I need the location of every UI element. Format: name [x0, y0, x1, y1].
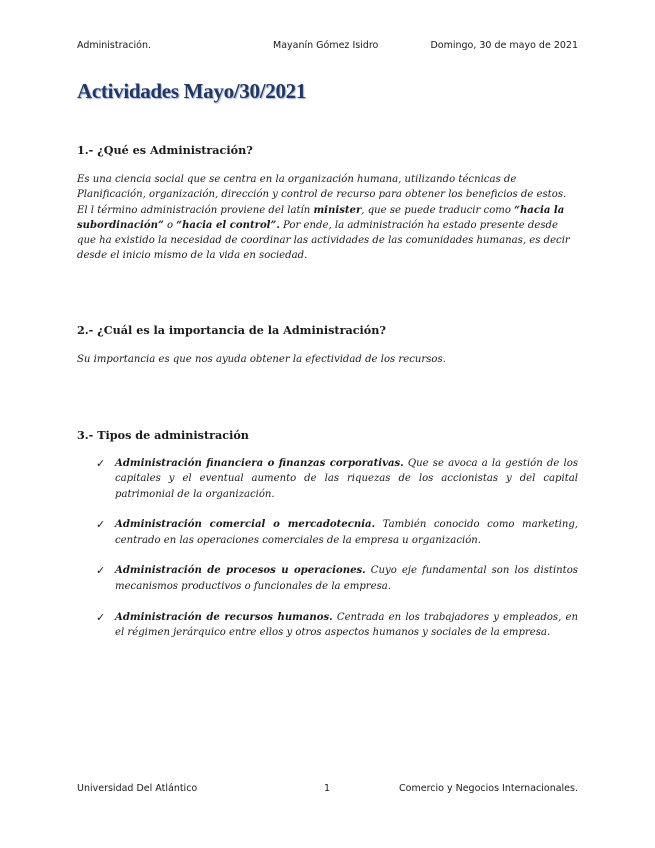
- list-item-desc: Cuyo eje fundamental son los distintos mecanismos productivos o funcionales de la empresa.: [115, 565, 578, 592]
- list-item-desc: Que se avoca a la gestión de los capitales y el eventual aumento de las riquezas de los accionistas y del capital patrimonial de la organización.: [115, 458, 578, 500]
- checkmark-icon: ✓: [96, 610, 106, 624]
- header-date: Domingo, 30 de mayo de 2021: [430, 40, 578, 51]
- checkmark-icon: ✓: [96, 518, 106, 532]
- translation-quote-1: “hacia la subordinación”: [77, 204, 565, 231]
- section1-text-a: Es una ciencia social que se centra en la organización humana, utilizando técnicas de Planificación, organización, dirección y control de recurso para obtener los beneficios de estos. El l término administración proviene del latín: [77, 174, 567, 216]
- section1-text-c: o: [163, 219, 177, 231]
- page-header: [77, 40, 578, 54]
- list-item-title: Administración financiera o finanzas corporativas.: [115, 458, 404, 469]
- section3-heading: 3.- Tipos de administración: [77, 428, 249, 442]
- list-item-desc: Centrada en los trabajadores y empleados, en el régimen jerárquico entre ellos y otros aspectos humanos y sociales de la empresa.: [115, 611, 578, 638]
- footer-program: Comercio y Negocios Internacionales.: [399, 783, 578, 794]
- checkmark-icon: ✓: [96, 564, 106, 578]
- page-footer: [77, 783, 578, 797]
- header-author: Mayanín Gómez Isidro: [273, 40, 379, 51]
- section2-heading: 2.- ¿Cuál es la importancia de la Administración?: [77, 323, 386, 337]
- list-item-desc: También conocido como marketing, centrado en las operaciones comerciales de la empresa u organización.: [115, 519, 578, 546]
- list-item-title: Administración de recursos humanos.: [115, 611, 333, 623]
- list-item: [96, 517, 578, 548]
- translation-quote-2: “hacia el control”.: [176, 219, 280, 231]
- admin-types-list: [96, 456, 578, 656]
- document-title: Actividades Mayo/30/2021: [77, 79, 307, 103]
- section1-text-b: , que se puede traducir como: [361, 204, 515, 216]
- list-item: [96, 610, 578, 641]
- checkmark-icon: ✓: [96, 457, 106, 470]
- list-item-title: Administración de procesos u operaciones.: [115, 565, 366, 577]
- latin-term: minister: [313, 204, 362, 216]
- list-item-title: Administración comercial o mercadotecnia.: [115, 519, 376, 531]
- section1-heading: 1.- ¿Qué es Administración?: [77, 143, 253, 157]
- section2-paragraph: Su importancia es que nos ayuda obtener la efectividad de los recursos.: [77, 354, 446, 365]
- list-item: [96, 456, 578, 502]
- section1-paragraph: [77, 172, 577, 264]
- section1-text-d: Por ende, la administración ha estado presente desde que ha existido la necesidad de coordinar las actividades de las comunidades humanas, es decir desde el inicio mismo de la vida en sociedad.: [77, 219, 570, 262]
- page-number: 1: [324, 783, 331, 794]
- footer-university: Universidad Del Atlántico: [77, 783, 198, 794]
- list-item: [96, 563, 578, 594]
- header-subject: Administración.: [77, 40, 152, 51]
